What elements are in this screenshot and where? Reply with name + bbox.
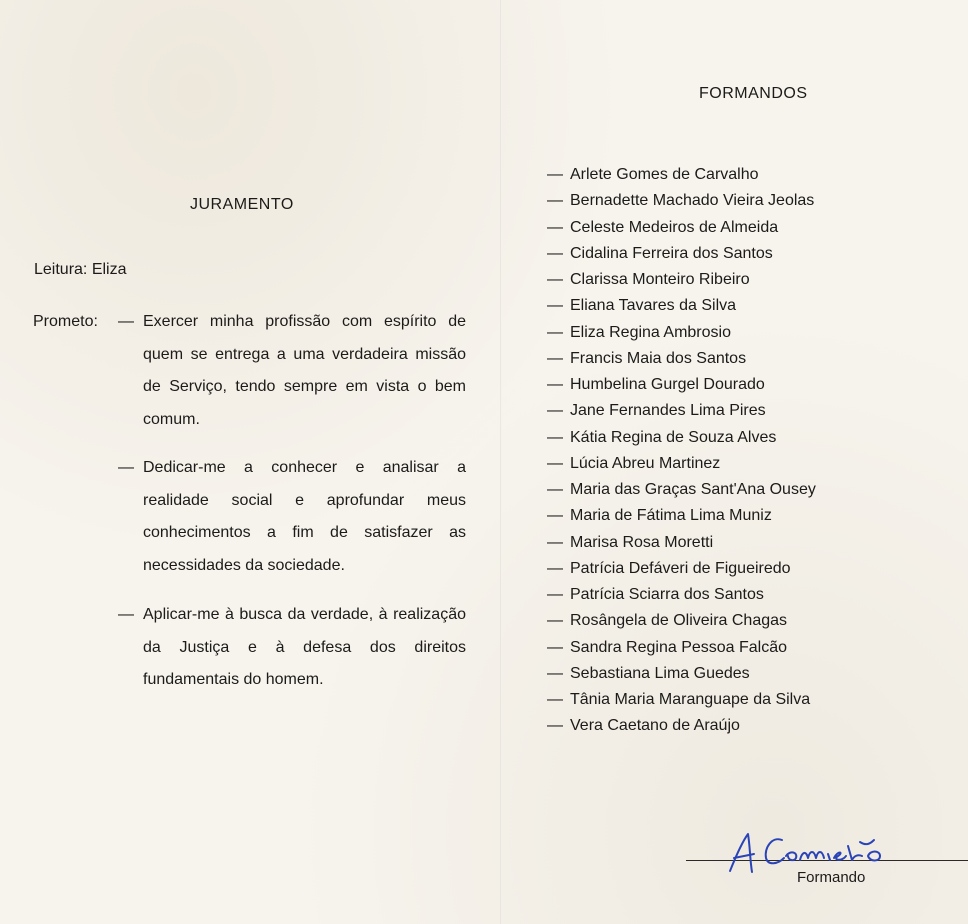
- list-dash: —: [547, 323, 563, 341]
- list-dash: —: [547, 612, 563, 630]
- promise-item: [118, 599, 466, 697]
- graduate-name: [547, 687, 816, 713]
- graduate-name-text: Jane Fernandes Lima Pires: [570, 402, 766, 420]
- list-dash: —: [547, 586, 563, 603]
- list-dash: —: [547, 349, 563, 367]
- list-dash: —: [547, 244, 563, 262]
- graduate-name: [547, 320, 816, 346]
- list-dash: —: [547, 638, 563, 656]
- graduate-name: [547, 713, 816, 739]
- list-dash: —: [547, 218, 563, 236]
- formandos-title: FORMANDOS: [699, 85, 808, 102]
- list-dash: —: [547, 271, 563, 288]
- promise-dash: —: [118, 606, 134, 623]
- graduate-name: [547, 267, 816, 293]
- graduate-name-text: Patrícia Sciarra dos Santos: [570, 586, 764, 603]
- graduate-name: [547, 635, 816, 661]
- graduate-name: [547, 608, 816, 634]
- graduates-list: [547, 162, 816, 740]
- list-dash: —: [547, 691, 563, 708]
- list-dash: —: [547, 376, 563, 393]
- graduate-name: [547, 188, 816, 214]
- list-dash: —: [547, 454, 563, 472]
- promise-item: [118, 306, 466, 436]
- list-dash: —: [547, 507, 563, 525]
- graduate-name-text: Cidalina Ferreira dos Santos: [570, 244, 773, 262]
- graduate-name-text: Lúcia Abreu Martinez: [570, 454, 721, 472]
- graduate-name: [547, 425, 816, 451]
- graduate-name-text: Eliana Tavares da Silva: [570, 297, 737, 315]
- promise-dash: —: [118, 313, 134, 330]
- graduate-name-text: Francis Maia dos Santos: [570, 349, 747, 367]
- graduate-name: [547, 503, 816, 529]
- graduate-name-text: Rosângela de Oliveira Chagas: [570, 612, 788, 630]
- list-dash: —: [547, 166, 563, 183]
- graduate-name-text: Arlete Gomes de Carvalho: [570, 166, 759, 183]
- promise-text: Dedicar-me a conhecer e analisar a realidade social e aprofundar meus conhecimentos a fim de satisfazer as necessidades da sociedade.: [143, 459, 466, 574]
- graduate-name: [547, 346, 816, 372]
- graduate-name: [547, 162, 816, 188]
- formando-label: Formando: [797, 869, 866, 886]
- graduate-name-text: Humbelina Gurgel Dourado: [570, 376, 765, 393]
- list-dash: —: [547, 402, 563, 420]
- graduate-name: [547, 241, 816, 267]
- graduate-name-text: Tânia Maria Maranguape da Silva: [570, 691, 811, 708]
- graduate-name-text: Vera Caetano de Araújo: [570, 717, 740, 735]
- graduate-name: [547, 530, 816, 556]
- graduate-name-text: Patrícia Defáveri de Figueiredo: [570, 559, 791, 577]
- graduate-name-text: Eliza Regina Ambrosio: [570, 323, 731, 341]
- leitura-line: Leitura: Eliza: [34, 261, 127, 278]
- graduate-name: [547, 398, 816, 424]
- graduate-name-text: Clarissa Monteiro Ribeiro: [570, 271, 750, 288]
- prometo-label: Prometo:: [33, 313, 98, 330]
- list-dash: —: [547, 297, 563, 315]
- graduate-name-text: Kátia Regina de Souza Alves: [570, 428, 777, 446]
- list-dash: —: [547, 717, 563, 735]
- graduate-name: [547, 293, 816, 319]
- graduate-name-text: Maria das Graças Sant'Ana Ousey: [570, 481, 816, 498]
- promise-dash: —: [118, 459, 134, 476]
- graduate-name: [547, 556, 816, 582]
- graduate-name-text: Celeste Medeiros de Almeida: [570, 218, 779, 236]
- list-dash: —: [547, 481, 563, 498]
- promise-text: Exercer minha profissão com espírito de quem se entrega a uma verdadeira missão de Serviço, tendo sempre em vista o bem comum.: [143, 313, 466, 428]
- graduate-name-text: Bernadette Machado Vieira Jeolas: [570, 192, 815, 210]
- list-dash: —: [547, 428, 563, 446]
- juramento-title: JURAMENTO: [190, 196, 294, 213]
- graduate-name: [547, 451, 816, 477]
- list-dash: —: [547, 192, 563, 210]
- graduate-name: [547, 661, 816, 687]
- promise-text: Aplicar-me à busca da verdade, à realização da Justiça e à defesa dos direitos fundamentais do homem.: [143, 606, 466, 688]
- list-dash: —: [547, 559, 563, 577]
- graduate-name: [547, 477, 816, 503]
- graduate-name-text: Marisa Rosa Moretti: [570, 533, 714, 551]
- promise-item: [118, 452, 466, 582]
- right-panel: [502, 0, 968, 924]
- graduate-name: [547, 372, 816, 398]
- graduate-name-text: Maria de Fátima Lima Muniz: [570, 507, 772, 525]
- graduate-name-text: Sebastiana Lima Guedes: [570, 664, 750, 682]
- signature-strokes: [730, 834, 880, 872]
- graduate-name: [547, 582, 816, 608]
- graduate-name: [547, 215, 816, 241]
- graduate-name-text: Sandra Regina Pessoa Falcão: [570, 638, 788, 656]
- list-dash: —: [547, 664, 563, 682]
- list-dash: —: [547, 533, 563, 551]
